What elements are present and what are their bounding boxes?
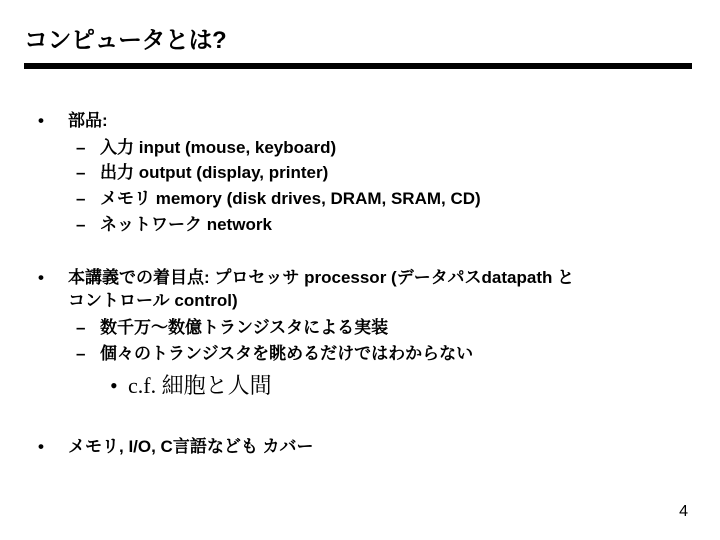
section2-line2: コントロール control) [68, 291, 238, 310]
bullet-2: • [38, 268, 44, 287]
dash-1-2: – [76, 163, 86, 182]
dash-1-4: – [76, 215, 86, 234]
section1-heading: 部品: [68, 111, 108, 130]
page-number: 4 [679, 503, 688, 520]
bullet-1: • [38, 111, 44, 130]
section1-item: 出力 output (display, printer) [100, 163, 329, 182]
section3-text: メモリ, I/O, C言語なども カバー [68, 437, 314, 456]
dash-2-2: – [76, 344, 86, 363]
section2-item: 個々のトランジスタを眺めるだけではわからない [100, 344, 474, 363]
section1-item: メモリ memory (disk drives, DRAM, SRAM, CD) [100, 189, 481, 208]
section1-item: 入力 input (mouse, keyboard) [100, 138, 337, 157]
section2-item: 数千万～数億トランジスタによる実装 [100, 318, 389, 337]
section2-sub-item: c.f. 細胞と人間 [128, 373, 272, 398]
dash-2-1: – [76, 318, 86, 337]
dash-1-3: – [76, 189, 86, 208]
slide-title: コンピュータとは? [24, 27, 227, 54]
bullet-3: • [38, 437, 44, 456]
dash-1-1: – [76, 138, 86, 157]
title-underline [24, 63, 692, 69]
section2-line1: 本講義での着目点: プロセッサ processor (データパスdatapath と [68, 268, 575, 287]
section1-item: ネットワーク network [100, 215, 272, 234]
sub-bullet: • [110, 373, 118, 398]
